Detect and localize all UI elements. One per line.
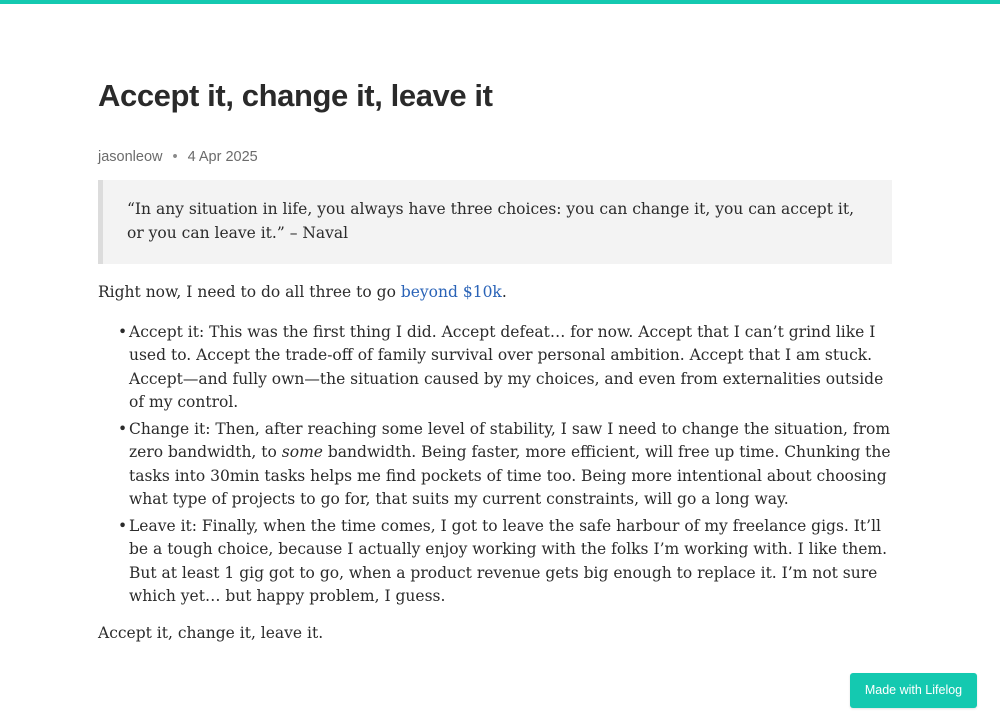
list-item-text: : This was the first thing I did. Accept defeat… for now. Accept that I can’t grind like I used to. Accept the trade-off of family survival over personal ambition. Accept that I am stuck. Accept—and fully own—the situation caused by my choices, and even from externalities outside of my control. <box>129 322 884 411</box>
post-title: Accept it, change it, leave it <box>98 78 493 113</box>
intro-text-end: . <box>501 283 507 301</box>
choices-list <box>98 321 892 609</box>
top-accent-bar <box>0 0 1000 4</box>
post-date: 4 Apr 2025 <box>187 149 258 165</box>
post-author[interactable]: jasonleow <box>98 149 163 165</box>
list-item-text: : Then, after reaching some level of stability, I saw I need to change the situation, from zero bandwidth, to <box>129 419 891 461</box>
made-with-lifelog-button[interactable]: Made with Lifelog <box>850 673 977 708</box>
list-item-leave <box>129 515 892 609</box>
list-item-text-end: bandwidth. Being faster, more efficient, will free up time. Chunking the tasks into 30min tasks helps me find pockets of time too. Being more intentional about choosing what type of projects to go for, that suits my current constraints, will go a long way. <box>129 443 891 508</box>
quote-block <box>98 180 892 264</box>
list-item-accept <box>129 321 892 415</box>
list-item-term: Leave it <box>129 516 192 535</box>
closing-paragraph: Accept it, change it, leave it. <box>98 623 324 642</box>
beyond-10k-link[interactable]: beyond $10k <box>400 283 502 301</box>
intro-paragraph <box>98 281 892 305</box>
intro-text: Right now, I need to do all three to go <box>98 283 401 301</box>
meta-separator: • <box>172 149 178 165</box>
list-item-term: Change it <box>129 419 206 438</box>
quote-text: “In any situation in life, you always have three choices: you can change it, you can accept it, or you can leave it.” – Naval <box>127 200 855 242</box>
list-item-term: Accept it <box>129 322 199 341</box>
list-item-change <box>129 418 892 512</box>
post-meta <box>98 147 892 167</box>
list-item-text: : Finally, when the time comes, I got to leave the safe harbour of my freelance gigs. It’ll be a tough choice, because I actually enjoy working with the folks I’m working with. I like them. But at least 1 gig got to go, when a product revenue gets big enough to replace it. I’m not sure which yet… but happy problem, I guess. <box>129 516 888 605</box>
list-item-emphasis: some <box>281 443 323 461</box>
post-article <box>98 76 892 645</box>
